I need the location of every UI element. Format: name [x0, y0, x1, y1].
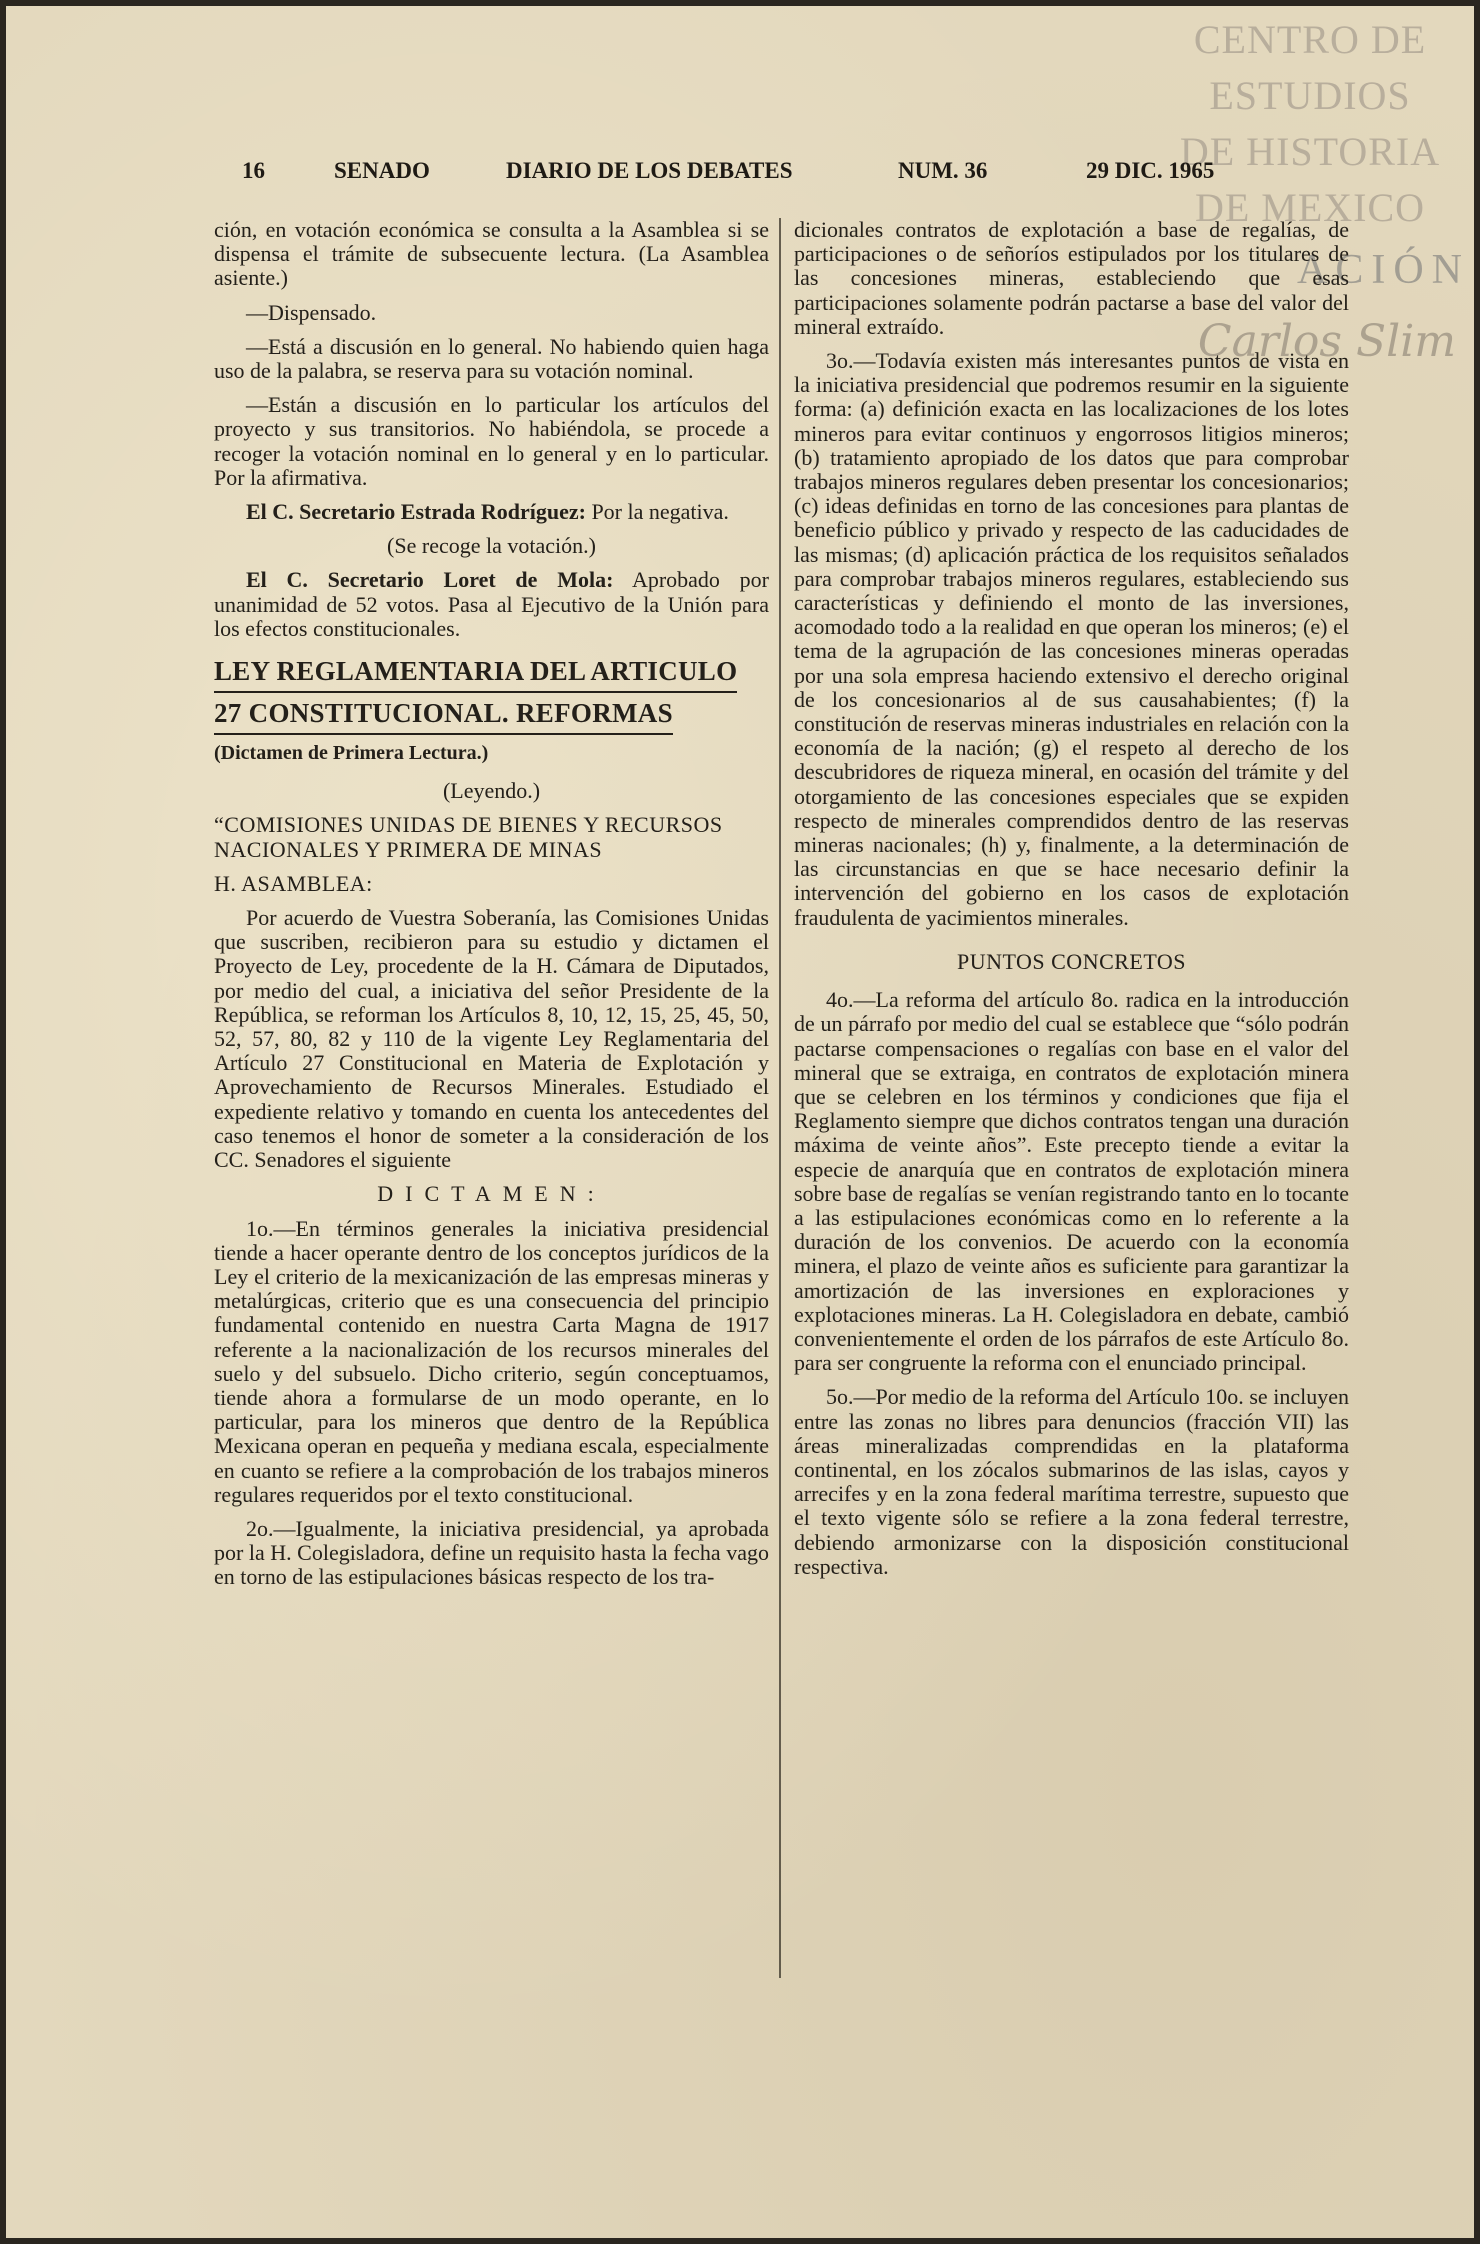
section-subtitle: (Dictamen de Primera Lectura.)	[214, 742, 489, 765]
watermark-fragment: ACIÓN	[1297, 247, 1470, 293]
chamber-name: SENADO	[334, 158, 430, 183]
paragraph: dicionales contratos de explotación a base de regalías, de participaciones o de señoríos estipulados por los titulares de las concesiones mineras, estableciendo que esas participaciones solamente podrán pactarse a base del valor del mineral extraído.	[794, 217, 1349, 339]
paragraph: 5o.—Por medio de la reforma del Artículo 10o. se incluyen entre las zonas no libres para denuncios (fracción VII) las áreas mineralizadas comprendidas en la plataforma continental, en los zócalos submarinos de las islas, cayos y arrecifes y en la zona federal marítima terrestre, supuesto que el texto vigente sólo se refiere a la zona federal terrestre, debiendo armonizarse con la disposición constitucional respectiva.	[794, 1384, 1349, 1579]
archive-watermark: CENTRO DE ESTUDIOS DE HISTORIA DE MEXICO	[1179, 17, 1441, 230]
speaker-name: El C. Secretario Estrada Rodríguez:	[246, 499, 586, 525]
issue-number: NUM. 36	[898, 158, 988, 183]
section-heading: LEY REGLAMENTARIA DEL ARTICULO 27 CONSTITUCIONAL. REFORMAS	[214, 651, 769, 735]
paragraph: 3o.—Todavía existen más interesantes puntos de vista en la iniciativa presidencial que podremos resumir en la siguiente forma: (a) definición exacta en las localizaciones de los lotes mineros para evitar continuos y engorrosos litigios mineros; (b) tratamiento apropiado de los datos que para comprobar trabajos mineros regulares deben presentar los concesionarios; (c) ideas definidas en torno de las concesiones para plantas de beneficio público y privado y respecto de las caducidades de las mismas; (d) aplicación práctica de los requisitos señalados para comprobar trabajos mineros regulares, estableciendo sus características y definiendo el monto de las inversiones, acomodado todo a la realidad en que operan los mineros; (e) el tema de la agrupación de las concesiones mineras operadas por una sola empresa haciendo extensivo el derecho original de los concesionarios al de sus causahabientes; (f) la constitución de reservas mineras industriales en relación con la economía de la nación; (g) el respeto al derecho de los descubridores de riqueza mineral, en ocasión del trámite y del otorgamiento de las concesiones especiales que se expiden respecto de minerales comprendidos dentro de las reservas mineras nacionales; (h) y, finalmente, a la determinación de las circunstancias en que se hace necesario definir la intervención del gobierno en los casos de explotación fraudulenta de yacimientos minerales.	[794, 348, 1349, 930]
subheading: PUNTOS CONCRETOS	[956, 948, 1187, 974]
dictamen-heading: DICTAMEN:	[377, 1181, 606, 1207]
paragraph: 2o.—Igualmente, la iniciativa presidencial, ya aprobada por la H. Colegisladora, define un requisito hasta la fecha vago en torno de las estipulaciones básicas respecto de los tra-	[214, 1515, 769, 1590]
paragraph: ción, en votación económica se consulta a la Asamblea si se dispensa el trámite de subsecuente lectura. (La Asamblea asiente.)	[214, 217, 769, 291]
document-page	[6, 6, 1474, 2238]
speaker-name: El C. Secretario Loret de Mola:	[246, 567, 614, 593]
left-column	[214, 218, 769, 1600]
publication-title: DIARIO DE LOS DEBATES	[506, 158, 793, 183]
right-column	[794, 218, 1349, 1589]
committee-name: “COMISIONES UNIDAS DE BIENES Y RECURSOS NACIONALES Y PRIMERA DE MINAS	[214, 812, 723, 862]
paragraph: El C. Secretario Loret de Mola: Aprobado por unanimidad de 52 votos. Pasa al Ejecutivo de la Unión para los efectos constitucionales.	[214, 567, 770, 641]
page-number: 16	[242, 158, 265, 183]
paragraph: 1o.—En términos generales la iniciativa presidencial tiende a hacer operante dentro de los conceptos jurídicos de la Ley el criterio de la mexicanización de las empresas mineras y metalúrgicas, criterio que es una consecuencia del principio fundamental contenido en nuestra Carta Magna de 1917 referente a la nacionalización de los recursos minerales del suelo y del subsuelo. Dicho criterio, según conceptuamos, tiende ahora a formularse de un modo operante, en lo particular, para los mineros que dentro de la República Mexicana operan en pequeña y mediana escala, especialmente en cuanto se refiere a la comprobación de los trabajos mineros regulares requeridos por el texto constitucional.	[214, 1215, 769, 1507]
watermark-signature: Carlos Slim	[1197, 316, 1456, 367]
salutation: H. ASAMBLEA:	[214, 870, 373, 896]
column-divider	[779, 218, 781, 1978]
reading-note: (Leyendo.)	[442, 778, 541, 804]
paragraph: —Está a discusión en lo general. No habiendo quien haga uso de la palabra, se reserva para su votación nominal.	[214, 333, 769, 384]
paragraph: —Dispensado.	[246, 299, 377, 325]
paragraph: El C. Secretario Estrada Rodríguez: Por la negativa.	[246, 499, 729, 525]
issue-date: 29 DIC. 1965	[1086, 158, 1215, 183]
paragraph: Por acuerdo de Vuestra Soberanía, las Comisiones Unidas que suscriben, recibieron para su estudio y dictamen el Proyecto de Ley, procedente de la H. Cámara de Diputados, por medio del cual, a iniciativa del señor Presidente de la República, se reforman los Artículos 8, 10, 12, 15, 25, 45, 50, 52, 57, 80, 82 y 110 de la vigente Ley Reglamentaria del Artículo 27 Constitucional en Materia de Explotación y Aprovechamiento de Recursos Minerales. Estudiado el expediente relativo y tomando en cuenta los antecedentes del caso tenemos el honor de someter a la consideración de los CC. Senadores el siguiente	[214, 905, 769, 1173]
paragraph: —Están a discusión en lo particular los artículos del proyecto y sus transitorios. No habiéndola, se procede a recoger la votación nominal en lo general y en lo particular. Por la afirmativa.	[214, 392, 769, 490]
page-header	[236, 158, 1246, 188]
stage-note: (Se recoge la votación.)	[387, 533, 596, 559]
paragraph: 4o.—La reforma del artículo 8o. radica en la introducción de un párrafo por medio del cual se establece que “sólo podrán pactarse compensaciones o regalías con base en el valor del mineral que se extraiga, en contratos de explotación minera que se celebren en los términos y condiciones que fija el Reglamento siempre que dichos contratos tengan una duración máxima de veinte años”. Este precepto tiende a evitar la especie de anarquía que en contratos de explotación minera sobre base de regalías se venían registrando tanto en lo tocante a las estipulaciones económicas como en lo referente a la duración de los convenios. De acuerdo con la economía minera, el plazo de veinte años es suficiente para garantizar la amortización de las inversiones en exploraciones y explotaciones mineras. La H. Colegisladora en debate, cambió convenientemente el orden de los párrafos de este Artículo 8o. para ser congruente la reforma con el enunciado principal.	[794, 987, 1349, 1376]
